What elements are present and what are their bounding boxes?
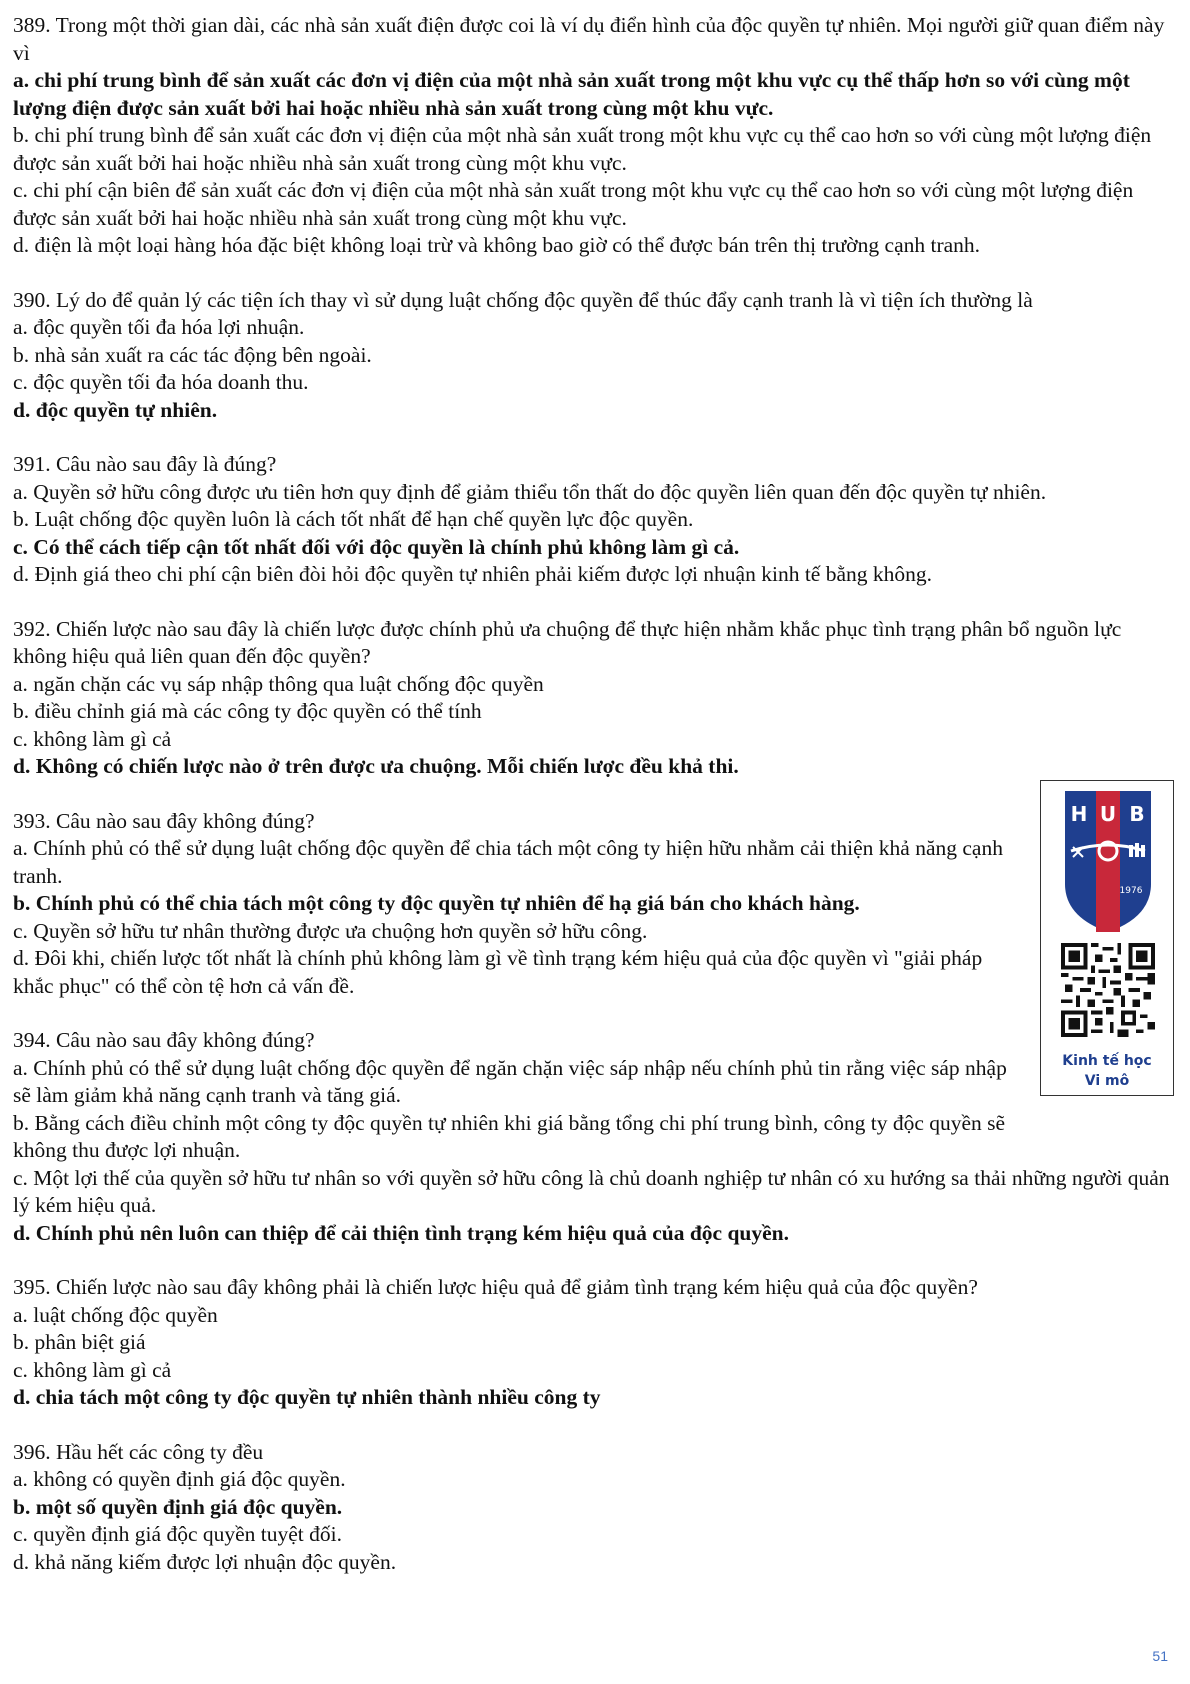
question-392 (13, 616, 1178, 781)
answer-option: b. điều chỉnh giá mà các công ty độc quyền có thể tính (13, 699, 482, 723)
answer-option: a. độc quyền tối đa hóa lợi nhuận. (13, 315, 305, 339)
question-stem: 396. Hầu hết các công ty đều (13, 1439, 264, 1464)
question-394 (13, 1027, 1178, 1247)
logo-caption-line1: Kinh tế học (1062, 1053, 1152, 1069)
answer-option: b. nhà sản xuất ra các tác động bên ngoài. (13, 342, 372, 367)
question-stem: 395. Chiến lược nào sau đây không phải là chiến lược hiệu quả để giảm tình trạng kém hiệu quả của độc quyền? (13, 1275, 978, 1299)
answer-option-correct: c. Có thể cách tiếp cận tốt nhất đối với độc quyền là chính phủ không làm gì cả. (13, 534, 740, 559)
logo-letter-u: U (1099, 802, 1117, 826)
answer-option-correct: d. độc quyền tự nhiên. (13, 397, 218, 422)
question-389 (13, 12, 1178, 260)
answer-option: d. khả năng kiếm được lợi nhuận độc quyền. (13, 1549, 397, 1574)
answer-option-correct: d. chia tách một công ty độc quyền tự nhiên thành nhiều công ty (13, 1385, 601, 1409)
answer-option: b. phân biệt giá (13, 1330, 146, 1354)
question-stem: 392. Chiến lược nào sau đây là chiến lược được chính phủ ưa chuộng để thực hiện nhằm khắc phục tình trạng phân bổ nguồn lực không hiệu quả liên quan đến độc quyền? (13, 616, 1122, 668)
answer-option-correct: d. Không có chiến lược nào ở trên được ưa chuộng. Mỗi chiến lược đều khả thi. (13, 754, 739, 778)
question-393 (13, 808, 1178, 1001)
answer-option: d. điện là một loại hàng hóa đặc biệt không loại trừ và không bao giờ có thể được bán trên thị trường cạnh tranh. (13, 233, 981, 257)
answer-option: a. Chính phủ có thể sử dụng luật chống độc quyền để ngăn chặn việc sáp nhập nếu chính phủ tin rằng việc sáp nhập sẽ làm giảm khả năng cạnh tranh và tăng giá. (13, 1055, 1007, 1107)
question-391 (13, 451, 1178, 589)
answer-option: d. Đôi khi, chiến lược tốt nhất là chính phủ không làm gì về tình trạng kém hiệu quả của độc quyền vì "giải pháp khắc phục" có thể còn tệ hơn cả vấn đề. (13, 946, 983, 998)
answer-option: a. không có quyền định giá độc quyền. (13, 1467, 346, 1491)
answer-option-correct: d. Chính phủ nên luôn can thiệp để cải thiện tình trạng kém hiệu quả của độc quyền. (13, 1220, 789, 1245)
hub-logo-box (1040, 780, 1174, 1096)
page-number: 51 (1152, 1648, 1168, 1664)
answer-option-correct: a. chi phí trung bình để sản xuất các đơn vị điện của một nhà sản xuất trong một khu vực cụ thể thấp hơn so với cùng một lượng điện được sản xuất bởi hai hoặc nhiều nhà sản xuất trong cùng một khu vực. (13, 68, 1130, 120)
question-stem: 389. Trong một thời gian dài, các nhà sản xuất điện được coi là ví dụ điển hình của độc quyền tự nhiên. Mọi người giữ quan điểm này vì (13, 13, 1165, 65)
hub-shield-logo (1063, 789, 1153, 934)
logo-year: 1976 (1119, 886, 1143, 896)
answer-option: c. Quyền sở hữu tư nhân thường được ưa chuộng hơn quyền sở hữu công. (13, 918, 648, 943)
question-390 (13, 287, 1178, 425)
answer-option-correct: b. Chính phủ có thể chia tách một công ty độc quyền tự nhiên để hạ giá bán cho khách hàng. (13, 891, 860, 915)
question-stem: 391. Câu nào sau đây là đúng? (13, 452, 277, 476)
document-page (13, 12, 1178, 1603)
answer-option: a. ngăn chặn các vụ sáp nhập thông qua luật chống độc quyền (13, 671, 544, 696)
question-395 (13, 1274, 1178, 1412)
logo-letter-h: H (1070, 802, 1088, 826)
question-396 (13, 1439, 1178, 1577)
answer-option: b. Bằng cách điều chỉnh một công ty độc quyền tự nhiên khi giá bằng tổng chi phí trung bình, công ty độc quyền sẽ không thu được lợi nhuận. (13, 1110, 1006, 1162)
answer-option: c. chi phí cận biên để sản xuất các đơn vị điện của một nhà sản xuất trong một khu vực cụ thể cao hơn so với cùng một lượng điện được sản xuất bởi hai hoặc nhiều nhà sản xuất trong cùng một khu vực. (13, 178, 1134, 230)
qr-code-icon (1061, 943, 1155, 1037)
question-stem: 394. Câu nào sau đây không đúng? (13, 1028, 315, 1052)
logo-caption-line2: Vi mô (1084, 1073, 1130, 1089)
logo-letter-b: B (1129, 802, 1145, 826)
answer-option: d. Định giá theo chi phí cận biên đòi hỏi độc quyền tự nhiên phải kiếm được lợi nhuận kinh tế bằng không. (13, 562, 933, 586)
answer-option: c. không làm gì cả (13, 1357, 172, 1382)
answer-option: c. quyền định giá độc quyền tuyệt đối. (13, 1522, 342, 1546)
answer-option: a. Quyền sở hữu công được ưu tiên hơn quy định để giảm thiểu tổn thất do độc quyền liên quan đến độc quyền tự nhiên. (13, 479, 1047, 504)
answer-option: a. Chính phủ có thể sử dụng luật chống độc quyền để chia tách một công ty hiện hữu nhằm cải thiện khả năng cạnh tranh. (13, 836, 1003, 888)
question-stem: 390. Lý do để quản lý các tiện ích thay vì sử dụng luật chống độc quyền để thúc đẩy cạnh tranh là vì tiện ích thường là (13, 287, 1033, 312)
answer-option: b. Luật chống độc quyền luôn là cách tốt nhất để hạn chế quyền lực độc quyền. (13, 507, 694, 531)
answer-option-correct: b. một số quyền định giá độc quyền. (13, 1494, 343, 1519)
answer-option: a. luật chống độc quyền (13, 1302, 218, 1327)
answer-option: c. không làm gì cả (13, 726, 172, 751)
question-stem: 393. Câu nào sau đây không đúng? (13, 808, 315, 833)
answer-option: c. độc quyền tối đa hóa doanh thu. (13, 370, 309, 394)
answer-option: b. chi phí trung bình để sản xuất các đơn vị điện của một nhà sản xuất trong một khu vực cụ thể cao hơn so với cùng một lượng điện được sản xuất bởi hai hoặc nhiều nhà sản xuất trong cùng một khu vực. (13, 123, 1152, 175)
answer-option: c. Một lợi thế của quyền sở hữu tư nhân so với quyền sở hữu công là chủ doanh nghiệp tư nhân có xu hướng sa thải những người quản lý kém hiệu quả. (13, 1165, 1170, 1217)
